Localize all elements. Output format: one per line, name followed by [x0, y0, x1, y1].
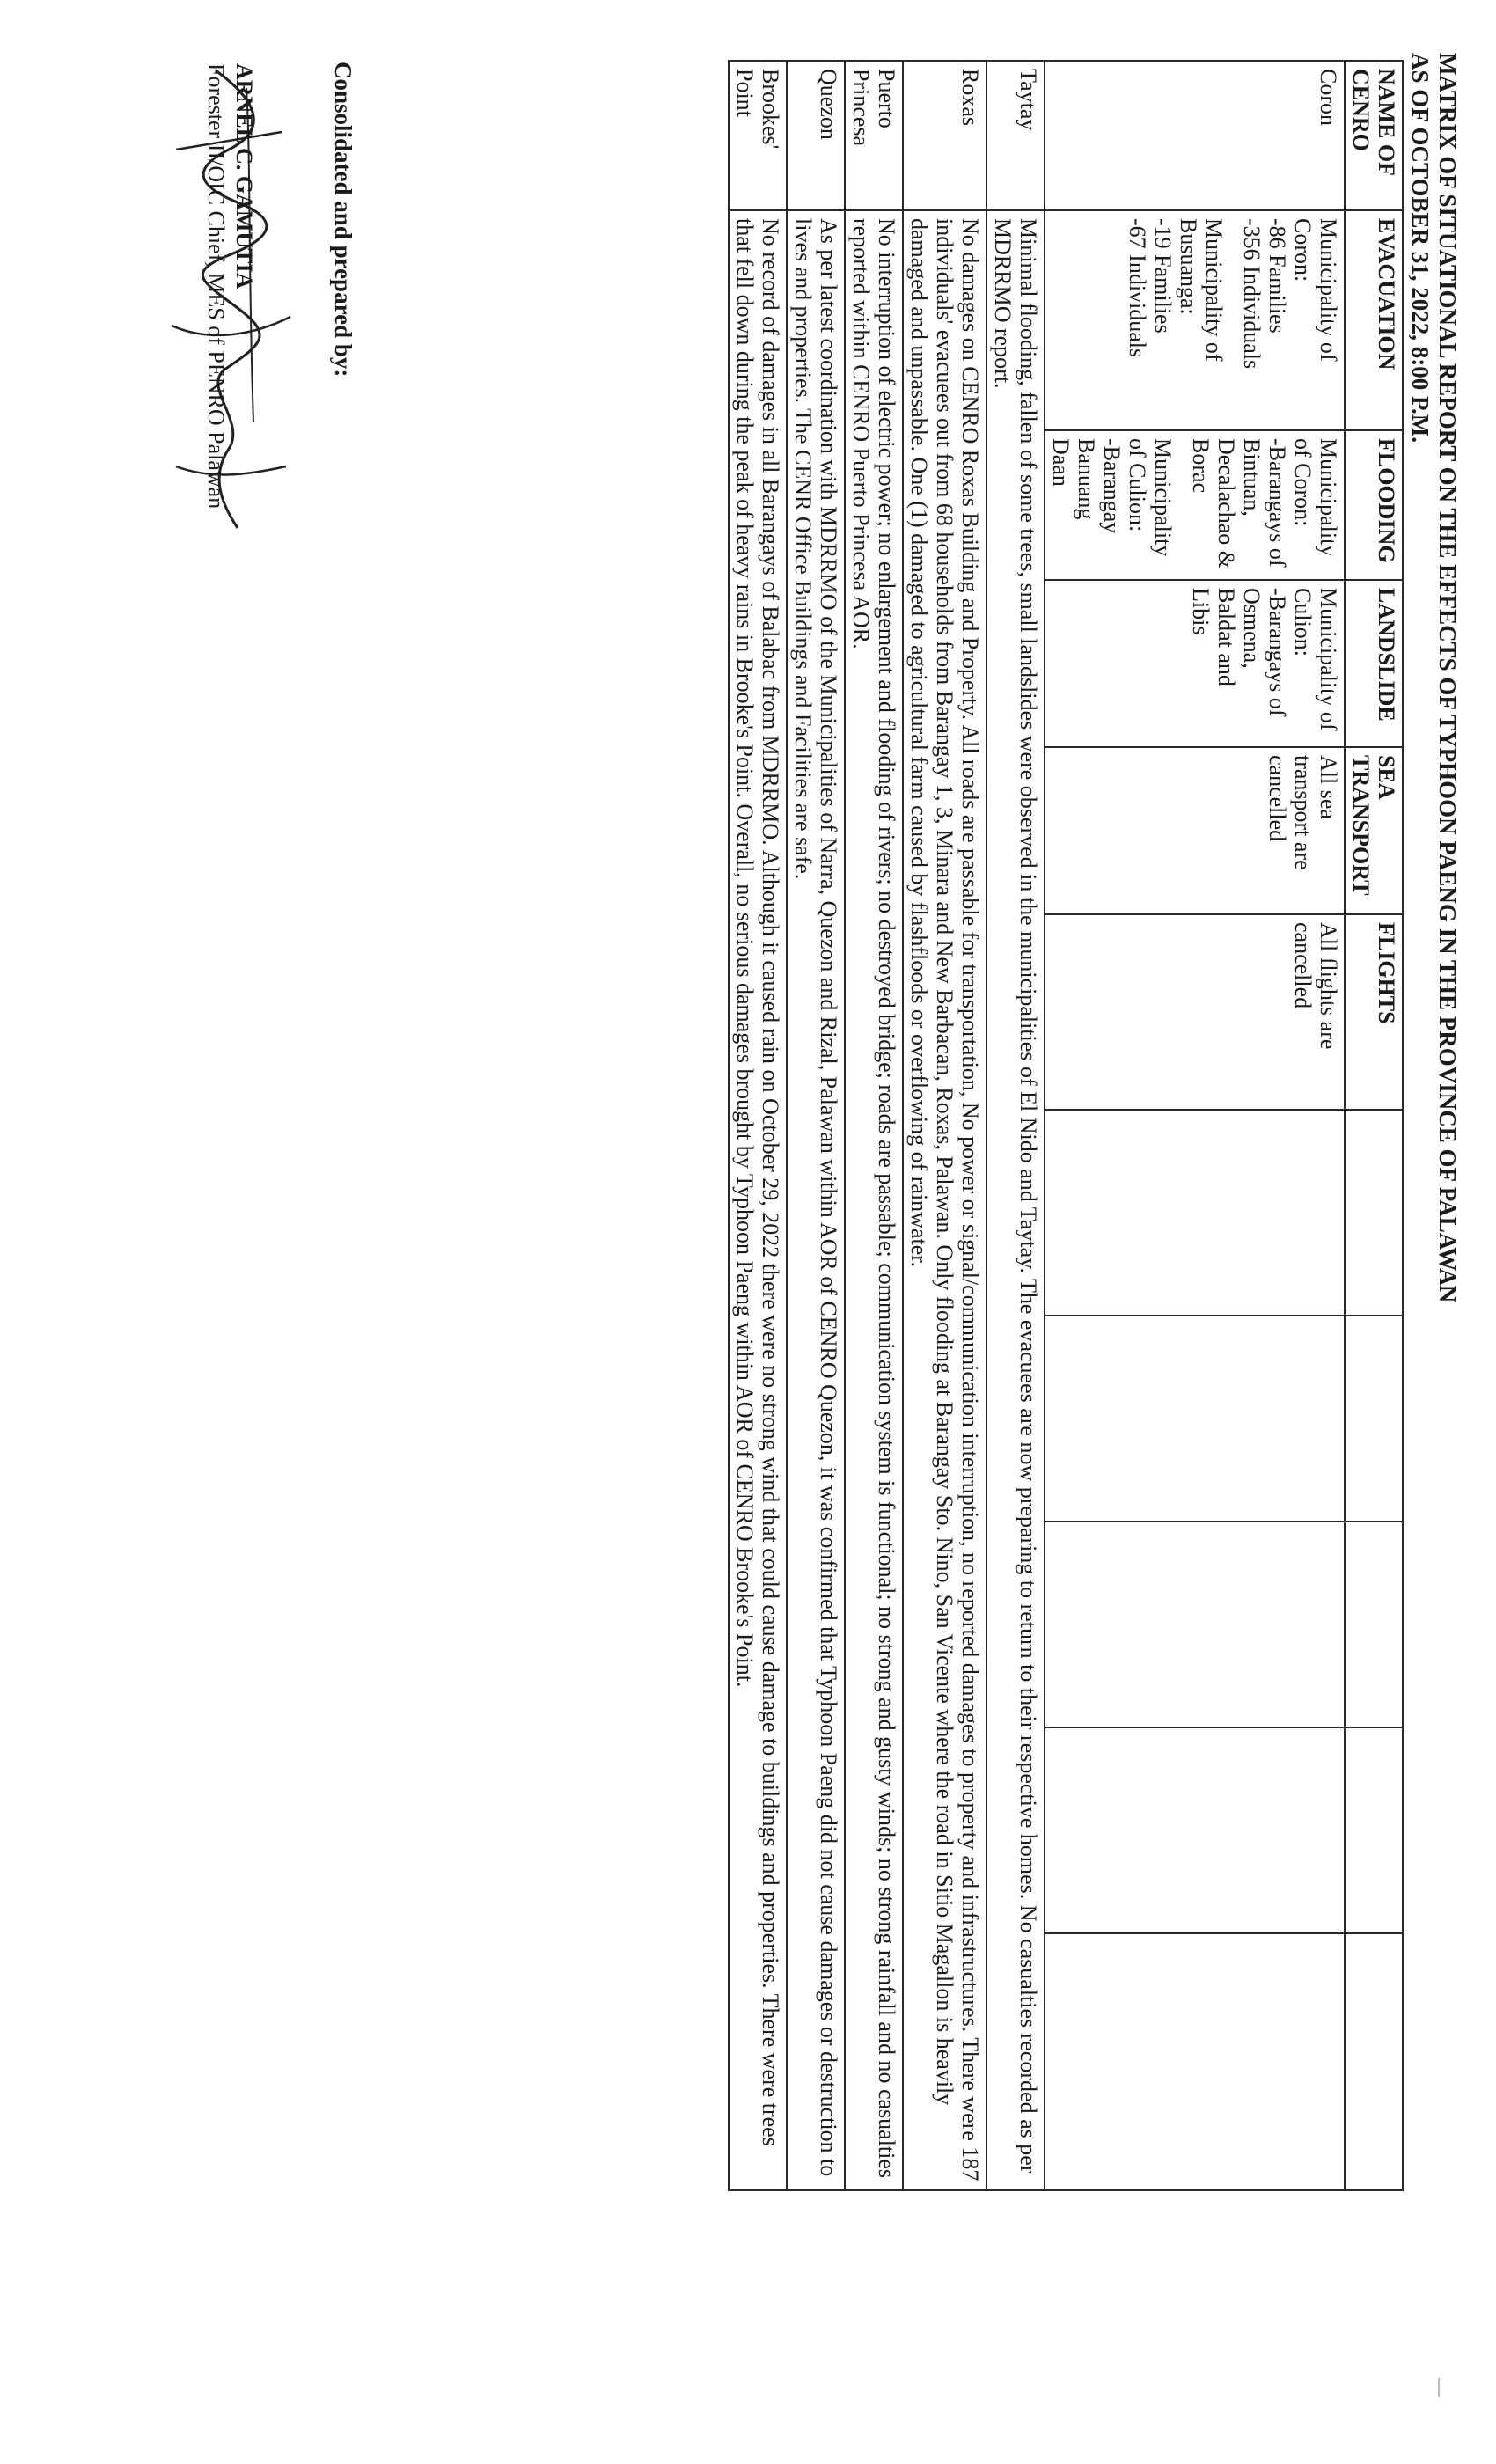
header-empty-2 [1345, 1316, 1403, 1522]
evacuation-busuanga: Municipality of Busuanga: -19 Families -67 Individuals [1125, 218, 1227, 362]
cell-cenro-taytay: Taytay [986, 61, 1045, 210]
header-sea-transport: SEA TRANSPORT [1345, 747, 1403, 914]
cell-remarks-taytay: Minimal flooding, fallen of some trees, small landslides were observed in the municipalities of El Nido and Taytay. The evacuees are now preparing to return to their respective homes. No casualties recorded as per MDRRMO report. [986, 210, 1045, 2190]
cell-cenro-puerto-princesa: Puerto Princesa [845, 61, 903, 210]
table-row-taytay [986, 61, 1045, 2190]
table-header-row [1345, 61, 1403, 2190]
cell-flights-coron: All flights are cancelled [1045, 914, 1345, 1110]
cell-evacuation-coron [1045, 210, 1345, 430]
signer-title: Forester II/OIC Chief, MES of PENRO Palawan [203, 63, 229, 510]
cell-remarks-quezon: As per latest coordination with MDRRMO of the Municipalities of Narra, Quezon and Rizal, Palawan within AOR of CENRO Quezon, it was confirmed that Typhoon Paeng did not cause damages or destruction to lives and properties. The CENR Office Buildings and Facilities are safe. [787, 210, 845, 2190]
header-flights: FLIGHTS [1345, 914, 1403, 1110]
header-empty-4 [1345, 1727, 1403, 1933]
margin-mark: — [1430, 2378, 1452, 2397]
header-cenro: NAME OF CENRO [1345, 61, 1403, 210]
report-title-line1: MATRIX OF SITUATIONAL REPORT ON THE EFFECTS OF TYPHOON PAENG IN THE PROVINCE OF PALAWAN [1434, 53, 1461, 1303]
header-evacuation: EVACUATION [1345, 210, 1403, 430]
cell-cenro-brookes-point: Brookes' Point [729, 61, 787, 210]
cell-flooding-coron [1045, 430, 1345, 580]
table-row-roxas [903, 61, 986, 2190]
flooding-culion: Municipality of Culion: -Barangay Banuang Daan [1048, 438, 1176, 557]
header-empty-1 [1345, 1110, 1403, 1316]
cell-empty [1045, 1522, 1345, 1727]
table-row-coron [1045, 61, 1345, 2190]
header-flooding: FLOODING [1345, 430, 1403, 580]
report-title [1406, 53, 1461, 1302]
cell-empty [1045, 1933, 1345, 2190]
situational-report-table [728, 60, 1404, 2191]
cell-cenro-coron: Coron [1045, 61, 1345, 210]
report-title-line2: AS OF OCTOBER 31, 2022, 8:00 P.M. [1407, 53, 1434, 444]
signer-name: ARNEL C. GAMUTIA [231, 63, 257, 290]
table-row-brookes-point [729, 61, 787, 2190]
flooding-coron: Municipality of Coron: -Barangays of Bintuan, Decalachao & Borac [1188, 438, 1341, 568]
cell-remarks-brookes-point: No record of damages in all Barangays of Balabac from MDRRMO. Although it caused rain on October 29, 2022 there were no strong wind that could cause damage to buildings and properties. There were trees that fell down during the peak of heavy rains in Brooke's Point. Overall, no serious damages brought by Typhoon Paeng within AOR of CENRO Brooke's Point. [729, 210, 787, 2190]
header-empty-5 [1345, 1933, 1403, 2190]
cell-cenro-roxas: Roxas [903, 61, 986, 210]
cell-landslide-coron: Municipality of Culion: -Barangays of Osmena, Baldat and Libis [1045, 580, 1345, 747]
cell-remarks-roxas: No damages on CENRO Roxas Building and Property. All roads are passable for transportation, No power or signal/communication interruption, no reported damages to property and infrastructures. There were 187 individuals' evacuees out from 68 households from Barangay 1, 3, Minara and New Barbacan, Roxas, Palawan. Only flooding at Barangay Sto. Nino, San Vicente where the road in Sitio Magallon is heavily damaged and unpassable. One (1) damaged to agricultural farm caused by flashfloods or overflowing of rainwater. [903, 210, 986, 2190]
evacuation-coron: Municipality of Coron: -86 Families -356 Individuals [1239, 218, 1341, 370]
prepared-by-label: Consolidated and prepared by: [330, 62, 356, 378]
cell-sea-transport-coron: All sea transport are cancelled [1045, 747, 1345, 914]
cell-remarks-puerto-princesa: No interruption of electric power; no enlargement and flooding of rivers; no destroyed bridge; roads are passable; communication system is functional; no strong and gusty winds; no strong rainfall and no casualties reported within CENRO Puerto Princesa AOR. [845, 210, 903, 2190]
cell-empty [1045, 1316, 1345, 1522]
cell-empty [1045, 1110, 1345, 1316]
cell-empty [1045, 1727, 1345, 1933]
cell-cenro-quezon: Quezon [787, 61, 845, 210]
header-landslide: LANDSLIDE [1345, 580, 1403, 747]
table-row-quezon [787, 61, 845, 2190]
header-empty-3 [1345, 1522, 1403, 1727]
table-row-puerto-princesa [845, 61, 903, 2190]
